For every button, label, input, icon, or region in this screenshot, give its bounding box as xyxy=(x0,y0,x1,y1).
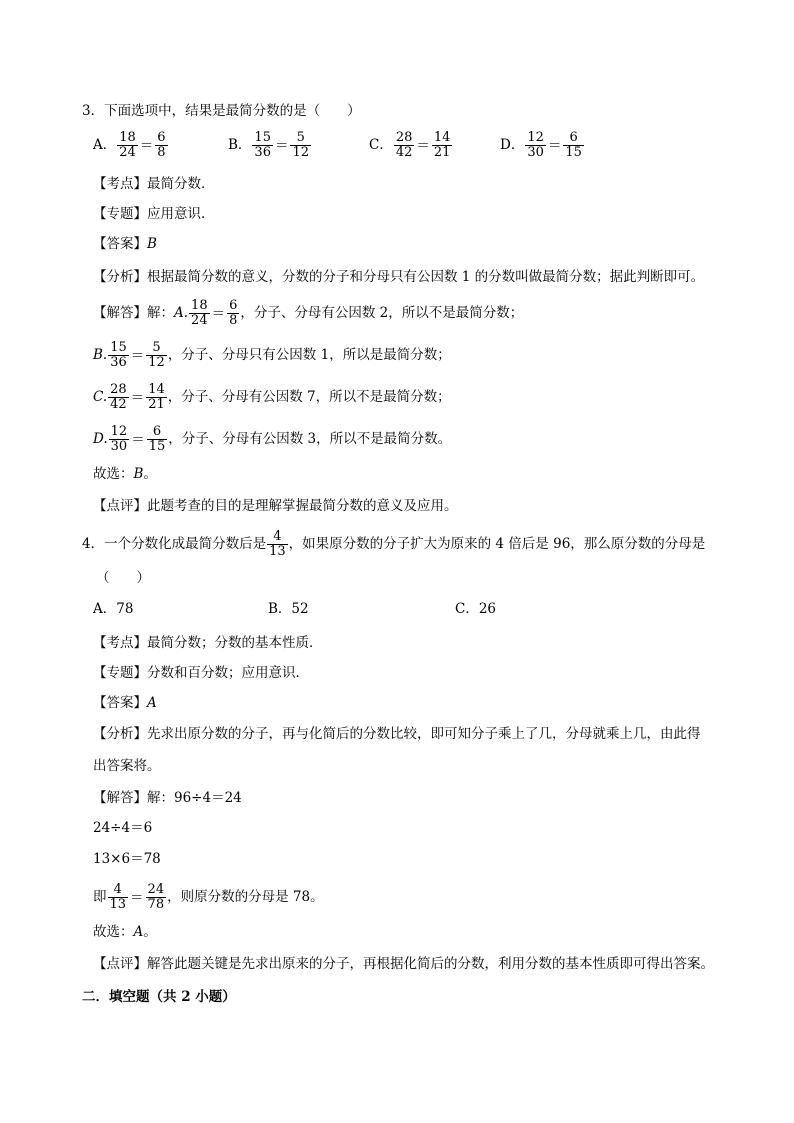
q4-jieda: 【解答】解：96÷4＝24 xyxy=(93,790,242,806)
q3-stem: 3．下面选项中，结果是最简分数的是（ ） xyxy=(82,103,361,119)
fraction: $\frac{18}{24}$ xyxy=(191,298,208,328)
q3-jieda-b: B. $\frac{15}{36}$ ＝ $\frac{5}{12}$ ，分子、分母只有公因数 1，所以是最简分数； xyxy=(93,340,451,370)
q4-option-b[interactable]: B．52 xyxy=(268,601,309,617)
section-heading: 二．填空题（共 2 小题） xyxy=(82,989,236,1005)
q4-daan: 【答案】A xyxy=(93,695,157,711)
q4-calc-1: 24÷4＝6 xyxy=(93,820,153,836)
q3-kaodian: 【考点】最简分数． xyxy=(93,176,215,192)
fraction: $\frac{4}{13}$ xyxy=(109,882,127,912)
fraction: $\frac{12}{30}$ xyxy=(110,424,128,454)
fraction: $\frac{28}{42}$ xyxy=(110,382,127,412)
fraction: $\frac{24}{78}$ xyxy=(147,882,165,912)
fraction: $\frac{5}{12}$ xyxy=(292,130,310,160)
fraction: $\frac{6}{8}$ xyxy=(157,130,166,160)
q4-dianping: 【点评】解答此题关键是先求出原来的分子，再根据化简后的分数，利用分数的基本性质即可得出答案。 xyxy=(93,956,714,972)
fraction: $\frac{15}{36}$ xyxy=(110,340,127,370)
q3-jieda-c: C. $\frac{28}{42}$ ＝ $\frac{14}{21}$ ，分子、分母有公因数 7，所以不是最简分数； xyxy=(93,382,451,412)
q4-zhuanti: 【专题】分数和百分数；应用意识． xyxy=(93,665,309,681)
fraction: $\frac{14}{21}$ xyxy=(433,130,451,160)
q3-option-b[interactable]: B． $\frac{15}{36}$ ＝ $\frac{5}{12}$ xyxy=(228,130,310,160)
q4-guxuan: 故选：A。 xyxy=(93,924,157,940)
fraction: $\frac{14}{21}$ xyxy=(148,382,165,412)
fraction: $\frac{6}{15}$ xyxy=(148,424,166,454)
q3-zhuanti: 【专题】应用意识． xyxy=(93,206,215,222)
fraction: $\frac{6}{8}$ xyxy=(229,298,238,328)
q3-dianping: 【点评】此题考查的目的是理解掌握最简分数的意义及应用。 xyxy=(93,498,458,514)
fraction: $\frac{18}{24}$ xyxy=(119,130,136,160)
q4-option-c[interactable]: C．26 xyxy=(455,601,497,617)
q3-guxuan: 故选：B。 xyxy=(93,466,157,482)
fraction: $\frac{4}{13}$ xyxy=(269,529,286,559)
q3-option-d[interactable]: D． $\frac{12}{30}$ ＝ $\frac{6}{15}$ xyxy=(500,130,582,160)
q4-ji: 即 $\frac{4}{13}$ ＝ $\frac{24}{78}$ ，则原分数的分母是 78。 xyxy=(93,882,324,912)
fraction: $\frac{15}{36}$ xyxy=(254,130,271,160)
q4-stem: 4．一个分数化成最简分数后是 $\frac{4}{13}$ ，如果原分数的分子扩大为原来的 4 倍后是 96，那么原分数的分母是 xyxy=(82,529,706,559)
q3-jieda-d: D. $\frac{12}{30}$ ＝ $\frac{6}{15}$ ，分子、分母有公因数 3，所以不是最简分数。 xyxy=(93,424,452,454)
q3-fenxi: 【分析】根据最简分数的意义，分数的分子和分母只有公因数 1 的分数叫做最简分数；据此判断即可。 xyxy=(93,269,705,285)
q3-jieda-a: 【解答】解：A. $\frac{18}{24}$ ＝ $\frac{6}{8}$ ，分子、分母有公因数 2，所以不是最简分数； xyxy=(93,298,524,328)
q4-stem-paren: （ ） xyxy=(96,570,150,586)
q4-kaodian: 【考点】最简分数；分数的基本性质． xyxy=(93,635,323,651)
fraction: $\frac{12}{30}$ xyxy=(527,130,544,160)
fraction: $\frac{28}{42}$ xyxy=(395,130,413,160)
q4-fenxi-cont: 出答案将。 xyxy=(93,758,161,774)
q3-option-a[interactable]: A． $\frac{18}{24}$ ＝ $\frac{6}{8}$ xyxy=(93,130,166,160)
q3-option-c[interactable]: C． $\frac{28}{42}$ ＝ $\frac{14}{21}$ xyxy=(369,130,451,160)
q4-fenxi: 【分析】先求出原分数的分子，再与化简后的分数比较，即可知分子乘上了几，分母就乘上几，由此得 xyxy=(93,726,701,742)
fraction: $\frac{5}{12}$ xyxy=(148,340,165,370)
q4-calc-2: 13×6＝78 xyxy=(93,851,161,867)
fraction: $\frac{6}{15}$ xyxy=(565,130,582,160)
q4-option-a[interactable]: A．78 xyxy=(93,601,134,617)
q3-daan: 【答案】B xyxy=(93,236,157,252)
